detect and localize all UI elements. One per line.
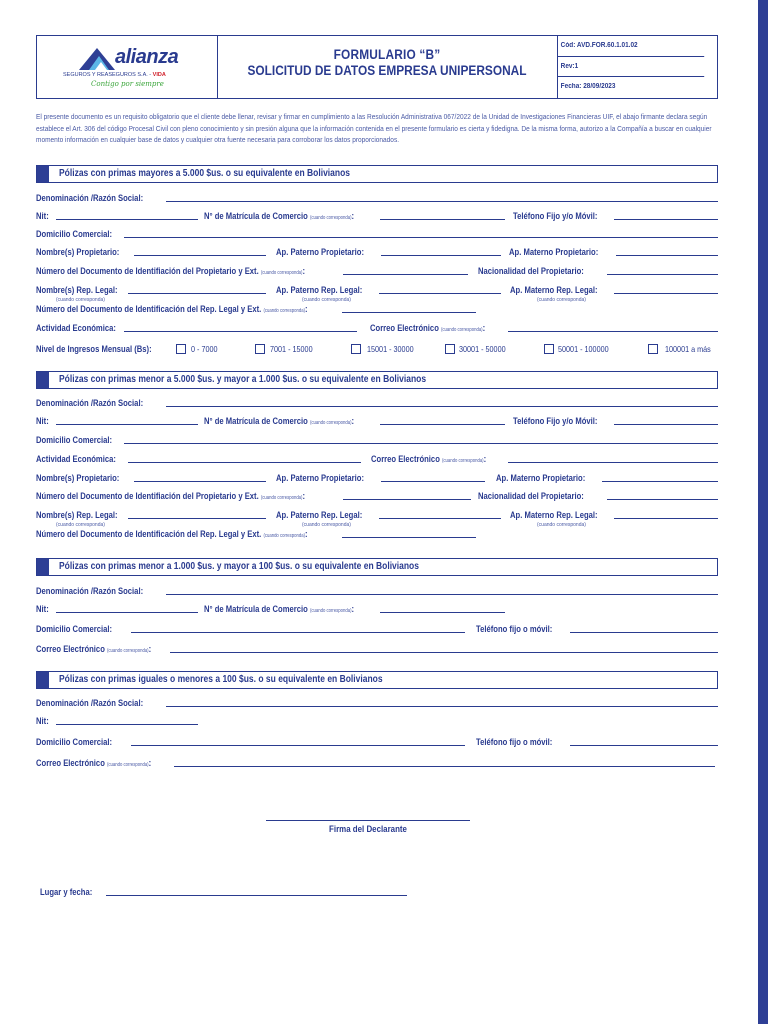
title-cell bbox=[217, 36, 558, 98]
colon: : bbox=[302, 491, 306, 501]
ap-mat-rep-field[interactable] bbox=[614, 293, 718, 294]
num-doc-rep-label bbox=[36, 529, 308, 539]
alianza-logo-icon bbox=[77, 46, 117, 72]
s1-doc-rep-row bbox=[36, 302, 718, 316]
denominacion-label: Denominación /Razón Social: bbox=[36, 586, 144, 596]
matricula-field[interactable] bbox=[380, 424, 505, 425]
colon: : bbox=[148, 644, 152, 654]
nit-label: Nit: bbox=[36, 416, 49, 426]
ingresos-option-3: 15001 - 30000 bbox=[367, 344, 414, 354]
document-date: Fecha: 28/09/2023 bbox=[560, 83, 616, 91]
telefono-label: Teléfono Fijo y/o Móvil: bbox=[513, 416, 598, 426]
ap-mat-prop-field[interactable] bbox=[602, 481, 718, 482]
s3-correo-row bbox=[36, 642, 718, 656]
nombre-rep-field[interactable] bbox=[128, 518, 266, 519]
matricula-field[interactable] bbox=[380, 219, 505, 220]
telefono-field[interactable] bbox=[614, 219, 718, 220]
ap-pat-rep-field[interactable] bbox=[379, 293, 501, 294]
domicilio-label: Domicilio Comercial: bbox=[36, 624, 113, 634]
nit-field[interactable] bbox=[56, 219, 198, 220]
section-1-header bbox=[36, 165, 718, 183]
logo-sub-left: SEGUROS Y REASEGUROS S.A. - bbox=[63, 72, 152, 78]
ap-pat-prop-label: Ap. Paterno Propietario: bbox=[276, 473, 364, 483]
cuando-note: (cuando corresponda) bbox=[260, 495, 303, 501]
nivel-ingresos-label: Nivel de Ingresos Mensual (Bs): bbox=[36, 344, 152, 354]
correo-label-text: Correo Electrónico bbox=[371, 454, 440, 464]
num-doc-rep-label bbox=[36, 304, 308, 314]
colon: : bbox=[351, 416, 355, 426]
section-accent bbox=[37, 166, 49, 182]
section-3-title: Pólizas con primas menor a 1.000 $us. y mayor a 100 $us. o su equivalente en Bolivianos bbox=[59, 561, 419, 572]
cuando-note: (cuando corresponda) bbox=[537, 522, 586, 528]
logo-sub-right: VIDA bbox=[152, 72, 166, 78]
lugar-fecha-label: Lugar y fecha: bbox=[40, 887, 93, 897]
telefono-fijo-field[interactable] bbox=[570, 745, 718, 746]
denominacion-label: Denominación /Razón Social: bbox=[36, 398, 144, 408]
correo-label bbox=[371, 454, 486, 464]
colon: : bbox=[351, 211, 355, 221]
s2-actividad-row bbox=[36, 452, 718, 466]
s4-nit-row bbox=[36, 714, 718, 728]
nit-label: Nit: bbox=[36, 604, 49, 614]
ap-mat-prop-label: Ap. Materno Propietario: bbox=[496, 473, 586, 483]
s1-propietario-row bbox=[36, 245, 718, 259]
ingresos-checkbox-6[interactable] bbox=[648, 344, 658, 354]
nacionalidad-label: Nacionalidad del Propietario: bbox=[478, 491, 584, 501]
s2-nit-row bbox=[36, 414, 718, 428]
num-doc-prop-text: Número del Documento de Identifiación del Propietario y Ext. bbox=[36, 266, 259, 276]
form-title: FORMULARIO “B” bbox=[333, 47, 441, 62]
domicilio-field[interactable] bbox=[124, 443, 718, 444]
section-2-title: Pólizas con primas menor a 5.000 $us. y mayor a 1.000 $us. o su equivalente en Bolivianos bbox=[59, 374, 427, 385]
logo-tagline: Contigo por siempre bbox=[91, 80, 164, 88]
form-header bbox=[36, 35, 718, 99]
ingresos-option-4: 30001 - 50000 bbox=[459, 344, 506, 354]
telefono-fijo-field[interactable] bbox=[570, 632, 718, 633]
s1-rep-row bbox=[36, 283, 718, 297]
matricula-label-text: N° de Matrícula de Comercio bbox=[204, 416, 308, 426]
telefono-fijo-label: Teléfono fijo o móvil: bbox=[476, 737, 553, 747]
s2-denominacion-row bbox=[36, 396, 718, 410]
colon: : bbox=[482, 323, 486, 333]
matricula-label bbox=[204, 604, 354, 614]
correo-label bbox=[36, 758, 151, 768]
nacionalidad-label: Nacionalidad del Propietario: bbox=[478, 266, 584, 276]
lugar-fecha-field[interactable] bbox=[106, 895, 407, 896]
correo-field[interactable] bbox=[508, 462, 718, 463]
denominacion-label: Denominación /Razón Social: bbox=[36, 193, 144, 203]
s2-domicilio-row bbox=[36, 433, 718, 447]
cuando-note: (cuando corresponda) bbox=[442, 458, 484, 464]
logo-wordmark: alianza bbox=[115, 46, 179, 68]
num-doc-prop-field[interactable] bbox=[343, 499, 471, 500]
domicilio-label: Domicilio Comercial: bbox=[36, 435, 113, 445]
ingresos-option-6: 100001 a más bbox=[665, 344, 711, 354]
lugar-fecha-row bbox=[36, 885, 718, 899]
nombre-rep-field[interactable] bbox=[128, 293, 266, 294]
num-doc-rep-text: Número del Documento de Identificación del Rep. Legal y Ext. bbox=[36, 304, 262, 314]
domicilio-label: Domicilio Comercial: bbox=[36, 229, 113, 239]
cuando-note: (cuando corresponda) bbox=[263, 533, 306, 539]
ingresos-checkbox-3[interactable] bbox=[351, 344, 361, 354]
denominacion-field[interactable] bbox=[166, 406, 718, 407]
telefono-field[interactable] bbox=[614, 424, 718, 425]
num-doc-prop-label bbox=[36, 266, 305, 276]
nit-label: Nit: bbox=[36, 211, 49, 221]
section-accent bbox=[37, 559, 49, 575]
actividad-field[interactable] bbox=[124, 331, 357, 332]
signature-label: Firma del Declarante bbox=[329, 824, 407, 834]
nit-label: Nit: bbox=[36, 716, 49, 726]
cuando-note: (cuando corresponda) bbox=[260, 270, 303, 276]
denominacion-field[interactable] bbox=[166, 594, 718, 595]
denominacion-label: Denominación /Razón Social: bbox=[36, 698, 144, 708]
colon: : bbox=[148, 758, 152, 768]
cuando-note: (cuando corresponda) bbox=[56, 522, 105, 528]
denominacion-field[interactable] bbox=[166, 706, 718, 707]
cuando-note: (cuando corresponda) bbox=[309, 420, 352, 426]
nombre-prop-field[interactable] bbox=[134, 255, 266, 256]
s4-denominacion-row bbox=[36, 696, 718, 710]
section-accent bbox=[37, 672, 49, 688]
cuando-note: (cuando corresponda) bbox=[107, 648, 149, 654]
colon: : bbox=[305, 529, 308, 539]
s2-doc-rep-row bbox=[36, 527, 718, 541]
cuando-note: (cuando corresponda) bbox=[302, 297, 351, 303]
s3-denominacion-row bbox=[36, 584, 718, 598]
correo-label-text: Correo Electrónico bbox=[36, 644, 105, 654]
s2-rep-row bbox=[36, 508, 718, 522]
domicilio-field[interactable] bbox=[131, 632, 465, 633]
s4-domicilio-row bbox=[36, 735, 718, 749]
ap-mat-rep-label: Ap. Materno Rep. Legal: bbox=[510, 510, 598, 520]
cuando-note: (cuando corresponda) bbox=[441, 327, 483, 333]
s1-domicilio-row bbox=[36, 227, 718, 241]
s4-correo-row bbox=[36, 756, 718, 770]
cuando-note: (cuando corresponda) bbox=[263, 308, 306, 314]
num-doc-prop-label bbox=[36, 491, 305, 501]
section-3-header bbox=[36, 558, 718, 576]
telefono-fijo-label: Teléfono fijo o móvil: bbox=[476, 624, 553, 634]
section-4-title: Pólizas con primas iguales o menores a 100 $us. o su equivalente en Bolivianos bbox=[59, 674, 383, 685]
document-revision: Rev:1 bbox=[557, 57, 704, 78]
num-doc-prop-field[interactable] bbox=[343, 274, 468, 275]
telefono-label: Teléfono Fijo y/o Móvil: bbox=[513, 211, 598, 221]
ingresos-checkbox-4[interactable] bbox=[445, 344, 455, 354]
s1-doc-prop-row bbox=[36, 264, 718, 278]
num-doc-prop-text: Número del Documento de Identifiación del Propietario y Ext. bbox=[36, 491, 259, 501]
cuando-note: (cuando corresponda) bbox=[309, 608, 352, 614]
cuando-note: (cuando corresponda) bbox=[302, 522, 351, 528]
ap-pat-prop-field[interactable] bbox=[381, 255, 501, 256]
nacionalidad-field[interactable] bbox=[607, 274, 718, 275]
ingresos-option-5: 50001 - 100000 bbox=[558, 344, 609, 354]
domicilio-label: Domicilio Comercial: bbox=[36, 737, 113, 747]
colon: : bbox=[302, 266, 306, 276]
correo-field[interactable] bbox=[174, 766, 715, 767]
nit-field[interactable] bbox=[56, 724, 198, 725]
s1-ingresos-row bbox=[36, 342, 718, 356]
nombre-prop-label: Nombre(s) Propietario: bbox=[36, 473, 120, 483]
nombre-rep-label: Nombre(s) Rep. Legal: bbox=[36, 285, 118, 295]
matricula-label bbox=[204, 211, 354, 221]
nombre-prop-label: Nombre(s) Propietario: bbox=[36, 247, 120, 257]
nit-field[interactable] bbox=[56, 612, 198, 613]
nombre-prop-field[interactable] bbox=[134, 481, 266, 482]
ap-mat-rep-label: Ap. Materno Rep. Legal: bbox=[510, 285, 598, 295]
section-accent bbox=[37, 372, 49, 388]
ap-mat-rep-field[interactable] bbox=[614, 518, 718, 519]
s3-nit-row bbox=[36, 602, 718, 616]
correo-label bbox=[36, 644, 151, 654]
actividad-field[interactable] bbox=[128, 462, 361, 463]
intro-paragraph: El presente documento es un requisito obligatorio que el cliente debe llenar, revisar y firmar en cumplimiento a las Resolución Administrativa 067/2022 de la Unidad de Investigaciones Financieras UIF, el abajo firmante declara según establece el Art. 306 del código Procesal Civil con pleno conocimiento y sin presión alguna que la información contenida en el presente formulario es cierta y fidedigna. De la misma forma, autorizo a la Compañía a buscar en cualquier momento información en cualquier base de datos y cualquier otra fuente necesaria para corroborar los datos proporcionados. bbox=[36, 112, 712, 144]
actividad-label: Actividad Económica: bbox=[36, 323, 116, 333]
document-code-cell bbox=[557, 36, 717, 98]
ap-pat-rep-label: Ap. Paterno Rep. Legal: bbox=[276, 285, 363, 295]
correo-label-text: Correo Electrónico bbox=[36, 758, 105, 768]
form-subtitle: SOLICITUD DE DATOS EMPRESA UNIPERSONAL bbox=[247, 63, 527, 78]
colon: : bbox=[483, 454, 487, 464]
ingresos-checkbox-1[interactable] bbox=[176, 344, 186, 354]
matricula-label-text: N° de Matrícula de Comercio bbox=[204, 604, 308, 614]
matricula-field[interactable] bbox=[380, 612, 505, 613]
ap-pat-prop-field[interactable] bbox=[381, 481, 485, 482]
correo-label bbox=[370, 323, 485, 333]
s1-nit-row bbox=[36, 209, 718, 223]
ap-mat-prop-field[interactable] bbox=[616, 255, 718, 256]
matricula-label bbox=[204, 416, 354, 426]
cuando-note: (cuando corresponda) bbox=[309, 215, 352, 221]
num-doc-rep-field[interactable] bbox=[342, 537, 476, 538]
domicilio-field[interactable] bbox=[124, 237, 718, 238]
section-2-header bbox=[36, 371, 718, 389]
ingresos-checkbox-5[interactable] bbox=[544, 344, 554, 354]
ap-pat-rep-field[interactable] bbox=[379, 518, 501, 519]
signature-line[interactable] bbox=[266, 820, 470, 821]
s1-actividad-row bbox=[36, 321, 718, 335]
cuando-note: (cuando corresponda) bbox=[537, 297, 586, 303]
ap-pat-prop-label: Ap. Paterno Propietario: bbox=[276, 247, 364, 257]
s2-propietario-row bbox=[36, 471, 718, 485]
correo-field[interactable] bbox=[508, 331, 718, 332]
cuando-note: (cuando corresponda) bbox=[56, 297, 105, 303]
section-1-title: Pólizas con primas mayores a 5.000 $us. o su equivalente en Bolivianos bbox=[59, 168, 351, 179]
nacionalidad-field[interactable] bbox=[607, 499, 718, 500]
nit-field[interactable] bbox=[56, 424, 198, 425]
nombre-rep-label: Nombre(s) Rep. Legal: bbox=[36, 510, 118, 520]
matricula-label-text: N° de Matrícula de Comercio bbox=[204, 211, 308, 221]
logo-subtitle bbox=[63, 72, 166, 78]
num-doc-rep-field[interactable] bbox=[342, 312, 476, 313]
ingresos-option-2: 7001 - 15000 bbox=[270, 344, 313, 354]
ap-mat-prop-label: Ap. Materno Propietario: bbox=[509, 247, 599, 257]
num-doc-rep-text: Número del Documento de Identificación del Rep. Legal y Ext. bbox=[36, 529, 262, 539]
domicilio-field[interactable] bbox=[131, 745, 465, 746]
ingresos-checkbox-2[interactable] bbox=[255, 344, 265, 354]
s2-doc-prop-row bbox=[36, 489, 718, 503]
s1-denominacion-row bbox=[36, 191, 718, 205]
section-4-header bbox=[36, 671, 718, 689]
correo-label-text: Correo Electrónico bbox=[370, 323, 439, 333]
cuando-note: (cuando corresponda) bbox=[107, 762, 149, 768]
actividad-label: Actividad Económica: bbox=[36, 454, 116, 464]
right-edge-bar bbox=[758, 0, 768, 1024]
ingresos-option-1: 0 - 7000 bbox=[191, 344, 218, 354]
document-code: Cód: AVD.FOR.60.1.01.02 bbox=[557, 36, 704, 57]
colon: : bbox=[351, 604, 355, 614]
ap-pat-rep-label: Ap. Paterno Rep. Legal: bbox=[276, 510, 363, 520]
company-logo bbox=[37, 36, 218, 98]
denominacion-field[interactable] bbox=[166, 201, 718, 202]
correo-field[interactable] bbox=[170, 652, 718, 653]
colon: : bbox=[305, 304, 308, 314]
s3-domicilio-row bbox=[36, 622, 718, 636]
